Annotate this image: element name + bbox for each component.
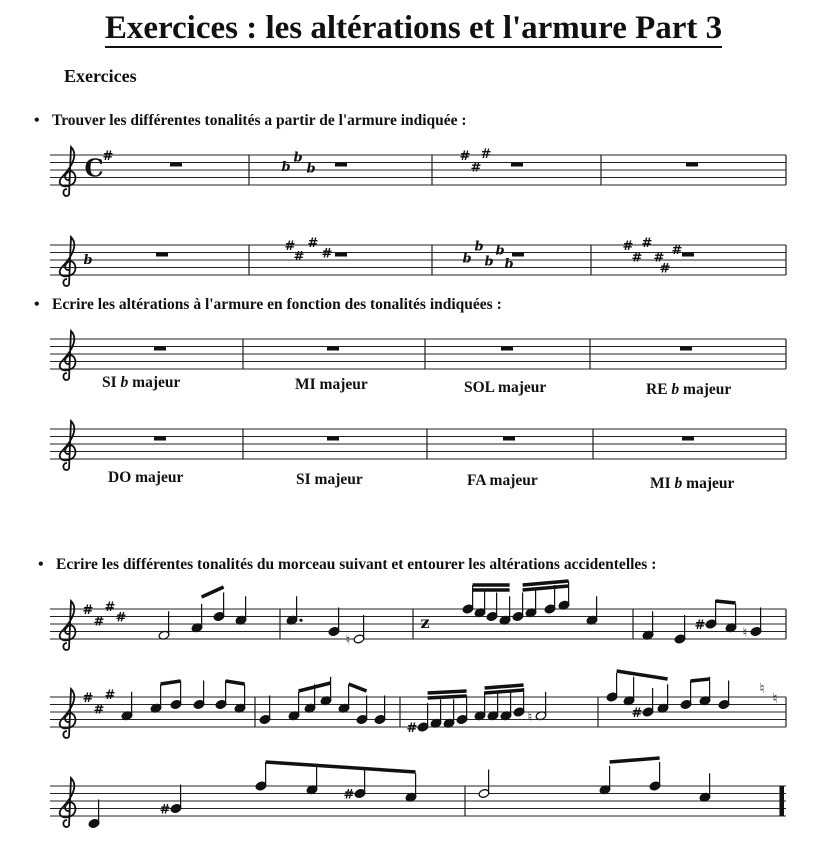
whole-rest: [511, 163, 523, 167]
whole-rest: [682, 253, 694, 257]
flat-icon: b: [495, 243, 505, 259]
sharp-icon: #: [631, 250, 643, 266]
instruction-1: • Trouver les différentes tonalités a partir de l'armure indiquée :: [34, 112, 467, 130]
sharp-icon: #: [321, 246, 333, 262]
note-beam: [485, 690, 524, 693]
flat-icon: b: [462, 251, 472, 267]
sharp-icon: #: [622, 239, 634, 254]
accidental: #: [631, 706, 643, 721]
sharp-icon: #: [104, 688, 116, 703]
note-beam: [716, 601, 736, 603]
flat-icon: b: [474, 239, 484, 255]
sharp-icon: #: [671, 242, 683, 258]
accidental: #: [159, 802, 171, 818]
note-beam: [202, 587, 224, 597]
sharp-icon: #: [102, 149, 114, 164]
note-beam: [266, 762, 416, 772]
sharp-icon: #: [653, 250, 665, 266]
time-signature: C: [84, 153, 104, 183]
flat-icon: b: [281, 160, 291, 175]
note-beam: [428, 696, 467, 698]
whole-rest: [335, 163, 347, 167]
key-label-4: RE b majeur: [646, 381, 732, 398]
accidental: #: [694, 618, 706, 633]
whole-rest: [503, 437, 515, 441]
note-beam: [226, 681, 245, 684]
whole-rest: [682, 437, 694, 441]
sharp-icon: #: [82, 603, 94, 618]
treble-clef-icon: [60, 778, 76, 827]
section-subtitle: Exercices: [64, 66, 137, 86]
note-beam: [523, 586, 569, 590]
key-label-2: MI majeur: [295, 376, 368, 393]
key-label-5: DO majeur: [108, 469, 184, 486]
sharp-icon: #: [459, 149, 471, 164]
note-beam: [349, 684, 367, 691]
treble-clef-icon: [60, 601, 76, 650]
note-beam: [610, 758, 660, 762]
treble-clef-icon: [60, 421, 76, 470]
instruction-3: • Ecrire les différentes tonalités du morceau suivant et entourer les altérations accidentelles :: [38, 556, 656, 574]
accidental: ♮: [345, 633, 351, 648]
key-label-8: MI b majeur: [650, 475, 735, 492]
flat-icon: b: [484, 254, 494, 270]
flat-icon: b: [504, 256, 514, 272]
sharp-icon: #: [307, 236, 319, 251]
whole-rest: [327, 347, 339, 351]
key-label-3: SOL majeur: [464, 379, 547, 396]
page-title-text: Exercices : les altérations et l'armure Part 3: [104, 10, 723, 46]
whole-rest: [680, 347, 692, 351]
treble-clef-icon: [60, 331, 76, 380]
whole-rest: [327, 437, 339, 441]
quarter-rest: z: [420, 613, 430, 632]
note-beam: [691, 679, 710, 681]
note-beam: [485, 685, 524, 688]
treble-clef-icon: [60, 689, 76, 738]
key-label-6: SI majeur: [296, 471, 363, 488]
sharp-icon: #: [93, 702, 105, 718]
sharp-icon: #: [659, 261, 671, 277]
key-label-1: SI b majeur: [102, 374, 181, 391]
treble-clef-icon: [60, 147, 76, 196]
whole-rest: [154, 437, 166, 441]
sharp-icon: #: [470, 160, 482, 176]
sharp-icon: #: [93, 614, 105, 630]
note-beam: [617, 671, 668, 679]
whole-rest: [512, 253, 524, 257]
note-dot: [299, 619, 302, 622]
sharp-icon: #: [284, 239, 296, 254]
sharp-icon: #: [115, 610, 127, 626]
sharp-icon: #: [293, 249, 305, 265]
whole-rest: [501, 347, 513, 351]
treble-clef-icon: [60, 237, 76, 286]
accidental: ♮: [527, 709, 533, 725]
whole-rest: [156, 253, 168, 257]
whole-rest: [335, 253, 347, 257]
accidental: #: [406, 721, 418, 736]
whole-rest: [154, 347, 166, 351]
key-label-7: FA majeur: [467, 472, 538, 489]
natural-icon: ♮: [772, 691, 778, 707]
note-beam: [161, 681, 181, 684]
note-beam: [523, 581, 569, 585]
sharp-icon: #: [82, 691, 94, 706]
natural-icon: ♮: [759, 681, 765, 697]
whole-rest: [686, 163, 698, 167]
accidental: #: [343, 787, 355, 803]
sharp-icon: #: [641, 236, 653, 251]
accidental: ♮: [742, 625, 748, 641]
final-bar-line: [780, 786, 784, 816]
flat-icon: b: [293, 150, 303, 166]
flat-icon: b: [306, 161, 316, 177]
instruction-2: • Ecrire les altérations à l'armure en fonction des tonalités indiquées :: [34, 296, 502, 314]
note-beam: [428, 691, 467, 693]
whole-rest: [170, 163, 182, 167]
sharp-icon: #: [480, 146, 492, 162]
flat-icon: b: [83, 253, 93, 268]
sharp-icon: #: [104, 600, 116, 615]
